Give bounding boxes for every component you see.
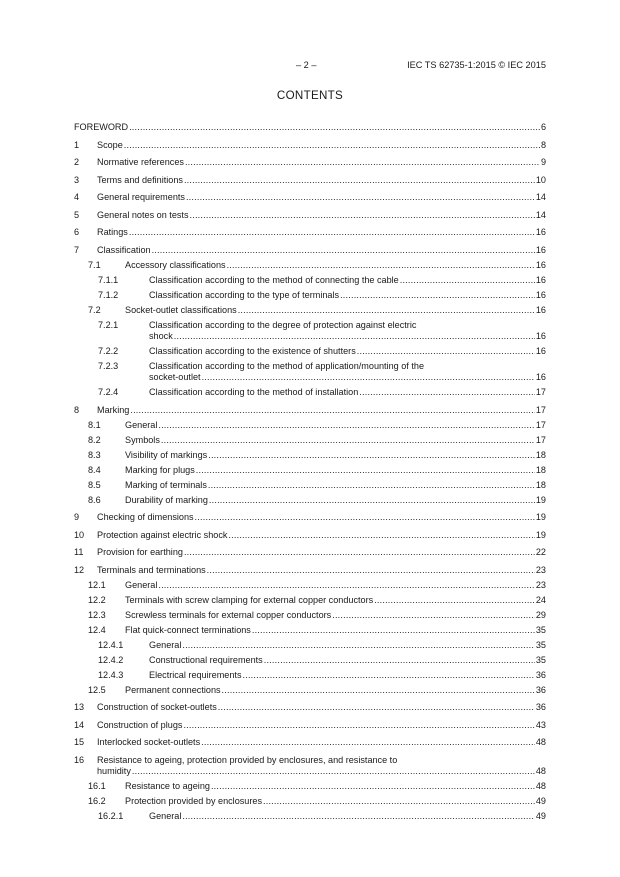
toc-entry[interactable] bbox=[74, 275, 546, 286]
toc-entry-number: 16 bbox=[74, 754, 85, 765]
toc-entry-page: 23 bbox=[535, 579, 546, 590]
toc-entry[interactable] bbox=[74, 655, 546, 666]
toc-entry-title: Resistance to ageing bbox=[125, 781, 210, 792]
toc-entry-page: 16 bbox=[535, 289, 546, 300]
toc-entry-number: 12.4.1 bbox=[98, 639, 124, 650]
dot-leader bbox=[129, 227, 535, 238]
toc-entry[interactable] bbox=[74, 420, 546, 431]
toc-entry-number: 12.4 bbox=[88, 624, 106, 635]
toc-entry-page: 49 bbox=[535, 796, 546, 807]
dot-leader bbox=[201, 737, 535, 748]
dot-leader bbox=[207, 565, 535, 576]
toc-entry-number: 1 bbox=[74, 139, 80, 150]
toc-entry-title: Classification according to the method of application/mounting of the bbox=[149, 360, 424, 371]
toc-entry-number: 7.2 bbox=[88, 304, 101, 315]
toc-entry[interactable] bbox=[74, 755, 546, 778]
toc-entry-number: 7.2.1 bbox=[98, 319, 119, 330]
toc-entry-title: Constructional requirements bbox=[149, 654, 263, 665]
toc-entry-title: Interlocked socket-outlets bbox=[97, 737, 201, 748]
toc-entry-number: 12.4.3 bbox=[98, 669, 124, 680]
toc-entry-title: Symbols bbox=[125, 434, 160, 445]
toc-entry-page: 16 bbox=[535, 274, 546, 285]
toc-entry-title: Resistance to ageing, protection provided by enclosures, and resistance to bbox=[97, 754, 398, 765]
dot-leader bbox=[357, 346, 535, 357]
toc-entry-title: Protection against electric shock bbox=[97, 529, 228, 540]
dot-leader bbox=[208, 450, 535, 461]
toc-entry-number: 12.3 bbox=[88, 609, 106, 620]
toc-entry-number: 7.2.4 bbox=[98, 387, 119, 398]
header-document-reference: IEC TS 62735-1:2015 © IEC 2015 bbox=[407, 60, 546, 70]
dot-leader bbox=[252, 625, 535, 636]
toc-entry[interactable] bbox=[74, 702, 546, 713]
toc-entry[interactable] bbox=[74, 495, 546, 506]
toc-entry-number: 8.3 bbox=[88, 449, 101, 460]
toc-entry-number: 3 bbox=[74, 174, 80, 185]
toc-entry-number: 8.2 bbox=[88, 434, 101, 445]
toc-entry-title: Provision for earthing bbox=[97, 547, 183, 558]
toc-entry[interactable] bbox=[74, 670, 546, 681]
toc-entry[interactable] bbox=[74, 465, 546, 476]
toc-entry[interactable] bbox=[74, 405, 546, 416]
toc-entry-page: 23 bbox=[535, 564, 546, 575]
toc-entry[interactable] bbox=[74, 435, 546, 446]
dot-leader bbox=[264, 655, 535, 666]
toc-entry[interactable] bbox=[74, 260, 546, 271]
dot-leader bbox=[374, 595, 535, 606]
toc-entry-number: 7.2.2 bbox=[98, 345, 119, 356]
toc-entry-number: 11 bbox=[74, 547, 84, 558]
toc-entry[interactable] bbox=[74, 811, 546, 822]
toc-entry-page: 6 bbox=[540, 122, 546, 132]
toc-entry-title: Socket-outlet classifications bbox=[125, 304, 237, 315]
toc-entry-number: 2 bbox=[74, 157, 80, 167]
toc-entry-title: Visibility of markings bbox=[125, 449, 208, 460]
toc-entry-number: 12.1 bbox=[88, 579, 106, 590]
toc-entry[interactable] bbox=[74, 157, 546, 168]
dot-leader bbox=[243, 670, 535, 681]
toc-entry-number: 4 bbox=[74, 192, 80, 202]
dot-leader bbox=[190, 210, 535, 221]
toc-entry-number: 9 bbox=[74, 512, 80, 523]
toc-entry-title: Classification according to the degree of protection against electric bbox=[149, 319, 417, 330]
dot-leader bbox=[186, 192, 535, 203]
dot-leader bbox=[209, 495, 535, 506]
toc-entry-number: 10 bbox=[74, 529, 85, 540]
toc-entry[interactable] bbox=[74, 595, 546, 606]
dot-leader bbox=[222, 685, 535, 696]
toc-entry-page: 16 bbox=[535, 345, 546, 356]
toc-entry-number: 8.5 bbox=[88, 479, 101, 490]
toc-entry-number: 7.1.2 bbox=[98, 289, 119, 300]
toc-entry-page: 10 bbox=[535, 174, 546, 185]
toc-entry-title: Normative references bbox=[97, 157, 184, 167]
toc-entry-title: Classification according to the method of installation bbox=[149, 387, 359, 398]
toc-entry-page: 9 bbox=[540, 157, 546, 167]
toc-entry-title: Construction of socket-outlets bbox=[97, 702, 217, 713]
toc-entry-title: Flat quick-connect terminations bbox=[125, 624, 251, 635]
dot-leader bbox=[174, 331, 535, 342]
dot-leader bbox=[208, 480, 535, 491]
toc-entry-title: General bbox=[149, 639, 182, 650]
dot-leader bbox=[340, 290, 535, 301]
toc-entry-page: 48 bbox=[535, 781, 546, 792]
dot-leader bbox=[182, 640, 535, 651]
toc-entry-page: 8 bbox=[540, 139, 546, 150]
toc-entry-page: 29 bbox=[535, 609, 546, 620]
toc-entry[interactable] bbox=[74, 737, 546, 748]
toc-entry[interactable] bbox=[74, 227, 546, 238]
toc-entry[interactable] bbox=[74, 720, 546, 731]
toc-entry-page: 17 bbox=[535, 419, 546, 430]
toc-entry-number: 14 bbox=[74, 719, 85, 730]
toc-entry-title: General notes on tests bbox=[97, 209, 189, 220]
toc-entry[interactable] bbox=[74, 565, 546, 576]
dot-leader bbox=[129, 122, 540, 133]
toc-entry[interactable] bbox=[74, 192, 546, 203]
toc-entry-page: 16 bbox=[535, 259, 546, 270]
toc-entry-title: Accessory classifications bbox=[125, 259, 226, 270]
toc-entry-number: 16.2 bbox=[88, 796, 106, 807]
dot-leader bbox=[196, 465, 535, 476]
toc-entry[interactable] bbox=[74, 175, 546, 186]
toc-entry[interactable] bbox=[74, 320, 546, 343]
toc-entry-number: 8.1 bbox=[88, 419, 101, 430]
toc-entry-page: 16 bbox=[535, 227, 546, 237]
toc-entry-title: Durability of marking bbox=[125, 494, 208, 505]
toc-entry-title-continued: socket-outlet bbox=[149, 372, 201, 383]
toc-entry-title: General requirements bbox=[97, 192, 185, 202]
toc-entry-page: 18 bbox=[535, 464, 546, 475]
toc-entry-page: 35 bbox=[535, 639, 546, 650]
toc-entry-number: 8.6 bbox=[88, 494, 101, 505]
toc-entry-number: 16.2.1 bbox=[98, 811, 124, 822]
toc-entry-page: 16 bbox=[535, 330, 546, 341]
toc-entry-number: 12 bbox=[74, 564, 85, 575]
toc-entry[interactable] bbox=[74, 530, 546, 541]
dot-leader bbox=[228, 530, 534, 541]
toc-entry-number: 7.1.1 bbox=[98, 274, 119, 285]
toc-entry-page: 36 bbox=[535, 702, 546, 713]
toc-entry[interactable] bbox=[74, 346, 546, 357]
toc-entry-title: General bbox=[149, 811, 182, 822]
page-header bbox=[0, 60, 620, 74]
toc-entry[interactable] bbox=[74, 210, 546, 221]
dot-leader bbox=[218, 702, 535, 713]
toc-entry-number: 15 bbox=[74, 737, 85, 748]
dot-leader bbox=[152, 245, 535, 256]
toc-entry-title: Electrical requirements bbox=[149, 669, 242, 680]
dot-leader bbox=[263, 796, 535, 807]
toc-entry[interactable] bbox=[74, 480, 546, 491]
dot-leader bbox=[195, 512, 535, 523]
toc-entry[interactable] bbox=[74, 685, 546, 696]
dot-leader bbox=[124, 140, 540, 151]
toc-entry[interactable] bbox=[74, 580, 546, 591]
toc-entry[interactable] bbox=[74, 450, 546, 461]
dot-leader bbox=[184, 547, 535, 558]
dot-leader bbox=[202, 372, 535, 383]
toc-entry-page: 36 bbox=[535, 669, 546, 680]
dot-leader bbox=[183, 720, 534, 731]
toc-entry-title: Marking for plugs bbox=[125, 464, 195, 475]
toc-entry-title: Terminals and terminations bbox=[97, 564, 206, 575]
toc-entry-page: 16 bbox=[535, 304, 546, 315]
dot-leader bbox=[130, 405, 535, 416]
toc-entry-number: 7.2.3 bbox=[98, 360, 119, 371]
toc-entry[interactable] bbox=[74, 387, 546, 398]
dot-leader bbox=[359, 387, 535, 398]
toc-entry-page: 35 bbox=[535, 654, 546, 665]
dot-leader bbox=[132, 766, 535, 777]
toc-entry-title: Construction of plugs bbox=[97, 719, 183, 730]
toc-entry-number: 12.4.2 bbox=[98, 654, 124, 665]
toc-entry-page: 35 bbox=[535, 624, 546, 635]
toc-entry-title: Terms and definitions bbox=[97, 174, 183, 185]
toc-entry-page: 48 bbox=[535, 766, 546, 777]
toc-entry-page: 48 bbox=[535, 737, 546, 748]
toc-entry-page: 14 bbox=[535, 209, 546, 220]
toc-entry-title: Classification bbox=[97, 244, 151, 255]
toc-entry-page: 22 bbox=[535, 547, 546, 558]
dot-leader bbox=[332, 610, 535, 621]
toc-entry[interactable] bbox=[74, 361, 546, 384]
dot-leader bbox=[185, 157, 540, 168]
dot-leader bbox=[161, 435, 535, 446]
toc-entry-title: FOREWORD bbox=[74, 122, 129, 132]
toc-entry-title: General bbox=[125, 419, 158, 430]
toc-entry-page: 49 bbox=[535, 811, 546, 822]
toc-entry-title: Checking of dimensions bbox=[97, 512, 194, 523]
dot-leader bbox=[238, 305, 535, 316]
toc-entry-title-continued: shock bbox=[149, 330, 173, 341]
toc-entry-page: 17 bbox=[535, 404, 546, 415]
toc-entry[interactable] bbox=[74, 245, 546, 256]
toc-entry-number: 8 bbox=[74, 404, 80, 415]
toc-entry-number: 8.4 bbox=[88, 464, 101, 475]
header-page-number: – 2 – bbox=[296, 60, 317, 70]
toc-entry-page: 16 bbox=[535, 244, 546, 255]
toc-entry[interactable] bbox=[74, 305, 546, 316]
dot-leader bbox=[158, 420, 535, 431]
toc-entry-title: Terminals with screw clamping for external copper conductors bbox=[125, 594, 374, 605]
toc-entry-page: 43 bbox=[535, 719, 546, 730]
toc-entry-number: 13 bbox=[74, 702, 85, 713]
toc-entry-number: 5 bbox=[74, 209, 80, 220]
toc-entry[interactable] bbox=[74, 122, 546, 133]
toc-entry[interactable] bbox=[74, 140, 546, 151]
toc-entry-title: General bbox=[125, 579, 158, 590]
toc-entry-page: 24 bbox=[535, 594, 546, 605]
toc-entry-title: Ratings bbox=[97, 227, 128, 237]
toc-entry-title: Classification according to the method of connecting the cable bbox=[149, 274, 399, 285]
toc-entry-page: 18 bbox=[535, 479, 546, 490]
toc-entry-page: 19 bbox=[535, 529, 546, 540]
toc-entry[interactable] bbox=[74, 610, 546, 621]
toc-entry-title: Classification according to the existence of shutters bbox=[149, 345, 356, 356]
toc-entry-page: 17 bbox=[535, 434, 546, 445]
dot-leader bbox=[211, 781, 535, 792]
toc-entry[interactable] bbox=[74, 512, 546, 523]
dot-leader bbox=[227, 260, 535, 271]
toc-entry-page: 19 bbox=[535, 512, 546, 523]
table-of-contents bbox=[74, 122, 546, 823]
toc-entry[interactable] bbox=[74, 796, 546, 807]
toc-entry-number: 16.1 bbox=[88, 781, 106, 792]
toc-entry-title: Scope bbox=[97, 139, 123, 150]
toc-entry-title: Protection provided by enclosures bbox=[125, 796, 262, 807]
toc-entry-number: 7 bbox=[74, 244, 80, 255]
toc-entry-title: Screwless terminals for external copper conductors bbox=[125, 609, 332, 620]
dot-leader bbox=[184, 175, 535, 186]
toc-entry-title: Classification according to the type of terminals bbox=[149, 289, 340, 300]
toc-entry[interactable] bbox=[74, 290, 546, 301]
toc-entry-number: 12.5 bbox=[88, 684, 106, 695]
toc-entry-title: Marking of terminals bbox=[125, 479, 207, 490]
toc-entry[interactable] bbox=[74, 640, 546, 651]
toc-entry-title: Marking bbox=[97, 404, 130, 415]
toc-entry[interactable] bbox=[74, 781, 546, 792]
toc-entry-title: Permanent connections bbox=[125, 684, 221, 695]
dot-leader bbox=[400, 275, 535, 286]
toc-entry-page: 19 bbox=[535, 494, 546, 505]
toc-entry-page: 36 bbox=[535, 684, 546, 695]
toc-entry-page: 16 bbox=[535, 372, 546, 383]
toc-entry-title-continued: humidity bbox=[97, 766, 131, 777]
toc-entry[interactable] bbox=[74, 625, 546, 636]
dot-leader bbox=[158, 580, 535, 591]
toc-entry-number: 7.1 bbox=[88, 259, 101, 270]
toc-entry-page: 14 bbox=[535, 192, 546, 202]
toc-entry-page: 17 bbox=[535, 387, 546, 398]
toc-entry-page: 18 bbox=[535, 449, 546, 460]
toc-entry-number: 12.2 bbox=[88, 594, 106, 605]
toc-entry[interactable] bbox=[74, 547, 546, 558]
toc-entry-number: 6 bbox=[74, 227, 80, 237]
contents-title: CONTENTS bbox=[276, 89, 344, 102]
dot-leader bbox=[182, 811, 535, 822]
